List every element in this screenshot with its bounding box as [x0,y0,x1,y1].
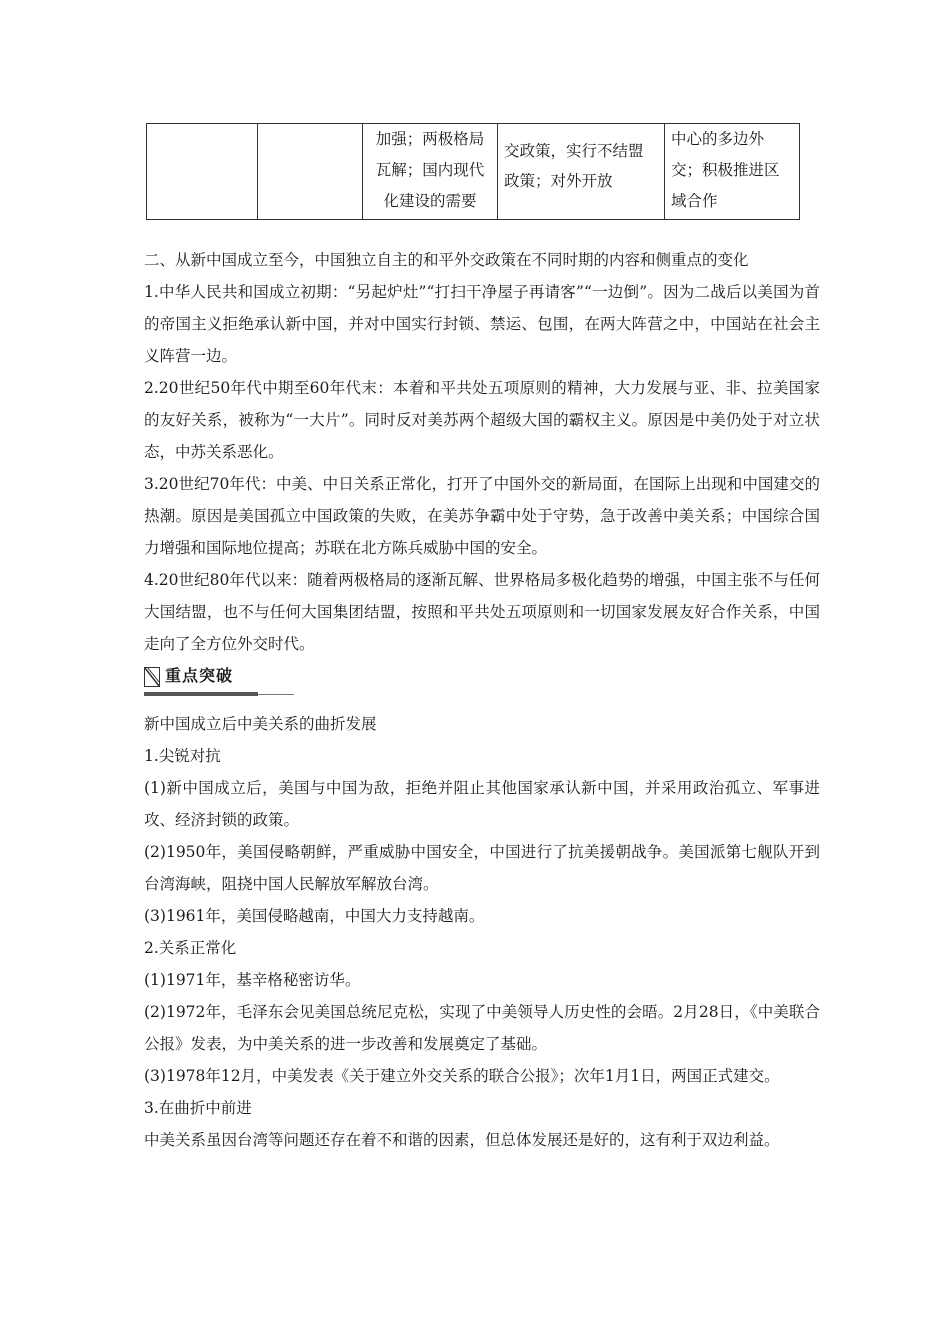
list-item: (2)1972年，毛泽东会见美国总统尼克松，实现了中美领导人历史性的会晤。2月28日，《中美联合公报》发表，为中美关系的进一步改善和发展奠定了基础。 [144,1003,820,1053]
list-item: (2)1950年，美国侵略朝鲜，严重威胁中国安全，中国进行了抗美援朝战争。美国派第七舰队开到台湾海峡，阻挠中国人民解放军解放台湾。 [144,843,820,893]
table-row [147,124,800,220]
list-item: (3)1961年，美国侵略越南，中国大力支持越南。 [144,907,485,925]
key-points-label: 重点突破 [165,666,234,685]
section-title: 二、从新中国成立至今，中国独立自主的和平外交政策在不同时期的内容和侧重点的变化 [144,251,749,269]
list-item: 2.20世纪50年代中期至60年代末：本着和平共处五项原则的精神，大力发展与亚、非、拉美国家的友好关系，被称为“一大片”。同时反对美苏两个超级大国的霸权主义。原因是中美仍处于对立状态，中苏关系恶化。 [144,379,820,461]
continuation-table [146,123,800,220]
subsection-title: 1.尖锐对抗 [144,747,221,765]
heading-rule [258,694,294,695]
heading-underline [144,692,258,696]
list-item: (1)1971年，基辛格秘密访华。 [144,971,361,989]
topic-title: 新中国成立后中美关系的曲折发展 [144,715,377,733]
list-item: (1)新中国成立后，美国与中国为敌，拒绝并阻止其他国家承认新中国，并采用政治孤立、军事进攻、经济封锁的政策。 [144,779,820,829]
main-content [144,244,820,1156]
paragraph: 中美关系虽因台湾等问题还存在着不和谐的因素，但总体发展还是好的，这有利于双边利益。 [144,1131,780,1149]
subsection-title: 2.关系正常化 [144,939,237,957]
table-cell: 中心的多边外交；积极推进区域合作 [665,124,800,220]
table-cell: 加强；两极格局瓦解；国内现代化建设的需要 [363,124,498,220]
list-item: 1.中华人民共和国成立初期：“另起炉灶”“打扫干净屋子再请客”“一边倒”。因为二战后以美国为首的帝国主义拒绝承认新中国，并对中国实行封锁、禁运、包围，在两大阵营之中，中国站在社会主义阵营一边。 [144,283,820,365]
table-cell [258,124,363,220]
list-item: 4.20世纪80年代以来：随着两极格局的逐渐瓦解、世界格局多极化趋势的增强，中国主张不与任何大国结盟，也不与任何大国集团结盟，按照和平共处五项原则和一切国家发展友好合作关系，中国走向了全方位外交时代。 [144,571,820,653]
list-item: (3)1978年12月，中美发表《关于建立外交关系的联合公报》；次年1月1日，两国正式建交。 [144,1067,780,1085]
list-item: 3.20世纪70年代：中美、中日关系正常化，打开了中国外交的新局面，在国际上出现和中国建交的热潮。原因是美国孤立中国政策的失败，在美苏争霸中处于守势，急于改善中美关系；中国综合国力增强和国际地位提高；苏联在北方陈兵威胁中国的安全。 [144,475,820,557]
slash-box-icon [144,667,160,687]
key-points-heading [144,660,820,698]
table-cell: 交政策，实行不结盟政策；对外开放 [498,124,665,220]
table-cell [147,124,258,220]
subsection-title: 3.在曲折中前进 [144,1099,252,1117]
